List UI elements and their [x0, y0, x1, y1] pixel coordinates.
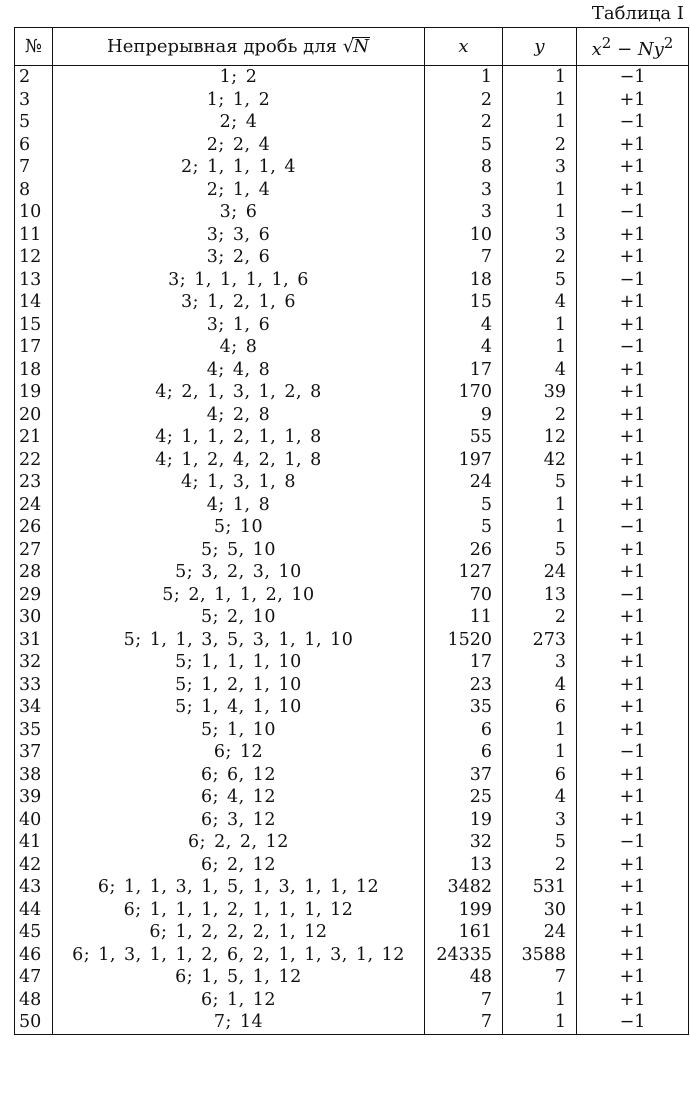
cell-x: 7	[425, 246, 503, 269]
cell-x: 3	[425, 179, 503, 202]
table-row	[15, 156, 689, 179]
cell-continued-fraction: 6; 1, 2, 2, 2, 1, 12	[53, 921, 425, 944]
cell-x: 170	[425, 381, 503, 404]
cell-x: 6	[425, 719, 503, 742]
cell-x: 8	[425, 156, 503, 179]
cell-pell-value: +1	[577, 404, 689, 427]
cell-pell-value: +1	[577, 696, 689, 719]
table-row	[15, 179, 689, 202]
cell-y: 5	[503, 269, 577, 292]
cell-pell-value: +1	[577, 966, 689, 989]
cell-continued-fraction: 5; 5, 10	[53, 539, 425, 562]
expr-y: y	[653, 39, 664, 60]
cell-y: 3	[503, 809, 577, 832]
table-row	[15, 449, 689, 472]
cell-number: 47	[15, 966, 53, 989]
cell-continued-fraction: 5; 1, 2, 1, 10	[53, 674, 425, 697]
cell-continued-fraction: 1; 1, 2	[53, 89, 425, 112]
cell-x: 197	[425, 449, 503, 472]
cell-continued-fraction: 4; 8	[53, 336, 425, 359]
cell-continued-fraction: 5; 2, 10	[53, 606, 425, 629]
cell-x: 24	[425, 471, 503, 494]
cell-x: 9	[425, 404, 503, 427]
cell-x: 5	[425, 134, 503, 157]
cell-pell-value: +1	[577, 224, 689, 247]
table-row	[15, 674, 689, 697]
cell-continued-fraction: 4; 4, 8	[53, 359, 425, 382]
cell-number: 45	[15, 921, 53, 944]
cell-x: 13	[425, 854, 503, 877]
cell-y: 1	[503, 179, 577, 202]
cell-pell-value: −1	[577, 516, 689, 539]
cell-number: 39	[15, 786, 53, 809]
table-row	[15, 561, 689, 584]
cell-x: 6	[425, 741, 503, 764]
cell-pell-value: +1	[577, 674, 689, 697]
cell-y: 7	[503, 966, 577, 989]
cell-y: 4	[503, 674, 577, 697]
cell-number: 12	[15, 246, 53, 269]
cell-number: 28	[15, 561, 53, 584]
cell-y: 1	[503, 1011, 577, 1034]
cell-y: 30	[503, 899, 577, 922]
cell-x: 11	[425, 606, 503, 629]
cell-pell-value: +1	[577, 314, 689, 337]
table-row	[15, 89, 689, 112]
cell-pell-value: −1	[577, 269, 689, 292]
table-row	[15, 111, 689, 134]
cell-pell-value: +1	[577, 291, 689, 314]
cell-x: 70	[425, 584, 503, 607]
cell-continued-fraction: 3; 1, 6	[53, 314, 425, 337]
table-row	[15, 651, 689, 674]
cell-x: 23	[425, 674, 503, 697]
table-row	[15, 584, 689, 607]
cell-continued-fraction: 4; 2, 8	[53, 404, 425, 427]
cell-pell-value: −1	[577, 584, 689, 607]
table-row	[15, 539, 689, 562]
cell-pell-value: +1	[577, 449, 689, 472]
cell-number: 8	[15, 179, 53, 202]
cell-x: 2	[425, 89, 503, 112]
cell-x: 19	[425, 809, 503, 832]
cell-pell-value: +1	[577, 921, 689, 944]
cell-y: 4	[503, 786, 577, 809]
table-row	[15, 66, 689, 89]
cell-continued-fraction: 2; 1, 4	[53, 179, 425, 202]
cell-pell-value: +1	[577, 134, 689, 157]
table-row	[15, 899, 689, 922]
cell-number: 40	[15, 809, 53, 832]
cell-y: 273	[503, 629, 577, 652]
cell-number: 41	[15, 831, 53, 854]
table-row	[15, 741, 689, 764]
radical-sign: √	[342, 36, 355, 57]
cell-x: 26	[425, 539, 503, 562]
cell-pell-value: +1	[577, 606, 689, 629]
cell-continued-fraction: 6; 2, 12	[53, 854, 425, 877]
cell-y: 1	[503, 201, 577, 224]
cell-continued-fraction: 5; 1, 1, 3, 5, 3, 1, 1, 10	[53, 629, 425, 652]
cell-continued-fraction: 2; 2, 4	[53, 134, 425, 157]
cell-number: 33	[15, 674, 53, 697]
cell-y: 3588	[503, 944, 577, 967]
cell-y: 6	[503, 764, 577, 787]
cell-y: 13	[503, 584, 577, 607]
cell-continued-fraction: 6; 6, 12	[53, 764, 425, 787]
table-row	[15, 134, 689, 157]
cell-x: 161	[425, 921, 503, 944]
cell-y: 3	[503, 224, 577, 247]
cell-continued-fraction: 3; 2, 6	[53, 246, 425, 269]
cell-number: 21	[15, 426, 53, 449]
header-continued-fraction	[53, 28, 425, 66]
cell-x: 4	[425, 314, 503, 337]
cell-number: 19	[15, 381, 53, 404]
cell-y: 1	[503, 89, 577, 112]
cell-pell-value: +1	[577, 809, 689, 832]
cell-number: 44	[15, 899, 53, 922]
cell-continued-fraction: 3; 3, 6	[53, 224, 425, 247]
cell-pell-value: −1	[577, 831, 689, 854]
table-row	[15, 201, 689, 224]
table-row	[15, 854, 689, 877]
cell-continued-fraction: 5; 1, 10	[53, 719, 425, 742]
cell-y: 531	[503, 876, 577, 899]
cell-pell-value: +1	[577, 854, 689, 877]
table-row	[15, 224, 689, 247]
cell-x: 5	[425, 494, 503, 517]
expr-x-exponent: 2	[601, 34, 612, 52]
cell-continued-fraction: 3; 1, 2, 1, 6	[53, 291, 425, 314]
cell-pell-value: −1	[577, 201, 689, 224]
cell-y: 42	[503, 449, 577, 472]
cell-x: 7	[425, 989, 503, 1012]
cell-number: 46	[15, 944, 53, 967]
cell-continued-fraction: 6; 1, 1, 3, 1, 5, 1, 3, 1, 1, 12	[53, 876, 425, 899]
cell-y: 6	[503, 696, 577, 719]
cell-pell-value: +1	[577, 179, 689, 202]
cell-y: 5	[503, 539, 577, 562]
cell-x: 1520	[425, 629, 503, 652]
cell-continued-fraction: 5; 2, 1, 1, 2, 10	[53, 584, 425, 607]
cell-continued-fraction: 5; 1, 4, 1, 10	[53, 696, 425, 719]
table-row	[15, 381, 689, 404]
cell-pell-value: +1	[577, 426, 689, 449]
cell-y: 24	[503, 921, 577, 944]
table-body	[15, 66, 689, 1035]
cell-y: 3	[503, 156, 577, 179]
table-row	[15, 944, 689, 967]
cell-number: 24	[15, 494, 53, 517]
table-row	[15, 876, 689, 899]
cell-number: 27	[15, 539, 53, 562]
cell-continued-fraction: 4; 1, 2, 4, 2, 1, 8	[53, 449, 425, 472]
header-row	[15, 28, 689, 66]
cell-continued-fraction: 6; 3, 12	[53, 809, 425, 832]
cell-number: 26	[15, 516, 53, 539]
table-caption: Таблица I	[591, 3, 684, 24]
table-row	[15, 696, 689, 719]
cell-y: 24	[503, 561, 577, 584]
cell-x: 18	[425, 269, 503, 292]
cell-y: 1	[503, 741, 577, 764]
cell-continued-fraction: 3; 6	[53, 201, 425, 224]
cell-x: 127	[425, 561, 503, 584]
cell-number: 32	[15, 651, 53, 674]
cell-pell-value: +1	[577, 156, 689, 179]
cell-number: 3	[15, 89, 53, 112]
cell-pell-value: +1	[577, 539, 689, 562]
cell-x: 199	[425, 899, 503, 922]
cell-number: 34	[15, 696, 53, 719]
table-row	[15, 404, 689, 427]
cell-number: 38	[15, 764, 53, 787]
cell-continued-fraction: 6; 1, 5, 1, 12	[53, 966, 425, 989]
table-row	[15, 516, 689, 539]
cell-pell-value: +1	[577, 944, 689, 967]
cell-y: 5	[503, 471, 577, 494]
cell-number: 23	[15, 471, 53, 494]
cell-pell-value: +1	[577, 89, 689, 112]
cell-y: 2	[503, 134, 577, 157]
cell-pell-value: −1	[577, 111, 689, 134]
header-number: №	[15, 28, 53, 66]
table-row	[15, 426, 689, 449]
cell-number: 10	[15, 201, 53, 224]
expr-n: N	[637, 39, 654, 60]
cell-number: 37	[15, 741, 53, 764]
header-cf-text: Непрерывная дробь для	[107, 36, 343, 57]
cell-number: 15	[15, 314, 53, 337]
cell-continued-fraction: 6; 1, 12	[53, 989, 425, 1012]
table-row	[15, 291, 689, 314]
cell-pell-value: +1	[577, 359, 689, 382]
cell-continued-fraction: 4; 1, 3, 1, 8	[53, 471, 425, 494]
cell-pell-value: +1	[577, 989, 689, 1012]
cell-y: 1	[503, 111, 577, 134]
cell-pell-value: −1	[577, 741, 689, 764]
table-row	[15, 246, 689, 269]
cell-number: 11	[15, 224, 53, 247]
cell-y: 1	[503, 494, 577, 517]
cell-x: 15	[425, 291, 503, 314]
cell-pell-value: −1	[577, 1011, 689, 1034]
expr-minus: −	[611, 39, 638, 60]
cell-continued-fraction: 4; 1, 1, 2, 1, 1, 8	[53, 426, 425, 449]
cell-x: 48	[425, 966, 503, 989]
cell-x: 4	[425, 336, 503, 359]
cell-number: 7	[15, 156, 53, 179]
cell-number: 30	[15, 606, 53, 629]
cell-x: 3	[425, 201, 503, 224]
cell-y: 39	[503, 381, 577, 404]
cell-pell-value: +1	[577, 651, 689, 674]
cell-x: 55	[425, 426, 503, 449]
cell-y: 1	[503, 516, 577, 539]
table-row	[15, 921, 689, 944]
sqrt-n-symbol	[343, 31, 370, 62]
cell-pell-value: +1	[577, 561, 689, 584]
cell-pell-value: +1	[577, 471, 689, 494]
expr-x: x	[591, 39, 602, 60]
cell-y: 2	[503, 246, 577, 269]
table-row	[15, 336, 689, 359]
cell-x: 32	[425, 831, 503, 854]
cell-continued-fraction: 4; 2, 1, 3, 1, 2, 8	[53, 381, 425, 404]
cell-y: 1	[503, 336, 577, 359]
cell-pell-value: +1	[577, 629, 689, 652]
cell-x: 35	[425, 696, 503, 719]
cell-number: 42	[15, 854, 53, 877]
cell-number: 48	[15, 989, 53, 1012]
cell-continued-fraction: 3; 1, 1, 1, 1, 6	[53, 269, 425, 292]
cell-continued-fraction: 6; 2, 2, 12	[53, 831, 425, 854]
table-row	[15, 1011, 689, 1034]
cell-pell-value: +1	[577, 899, 689, 922]
cell-y: 1	[503, 66, 577, 89]
cell-number: 6	[15, 134, 53, 157]
table-header	[15, 28, 689, 66]
cell-y: 1	[503, 314, 577, 337]
cell-x: 25	[425, 786, 503, 809]
cell-x: 2	[425, 111, 503, 134]
cell-x: 7	[425, 1011, 503, 1034]
cell-y: 5	[503, 831, 577, 854]
table-row	[15, 314, 689, 337]
cell-continued-fraction: 4; 1, 8	[53, 494, 425, 517]
cell-pell-value: −1	[577, 336, 689, 359]
cell-pell-value: +1	[577, 381, 689, 404]
table-row	[15, 359, 689, 382]
cell-y: 1	[503, 989, 577, 1012]
cell-pell-value: +1	[577, 786, 689, 809]
pell-equation-table	[14, 27, 689, 1035]
table-row	[15, 966, 689, 989]
cell-number: 13	[15, 269, 53, 292]
expr-y-exponent: 2	[663, 34, 674, 52]
table-row	[15, 764, 689, 787]
cell-pell-value: +1	[577, 719, 689, 742]
cell-continued-fraction: 6; 4, 12	[53, 786, 425, 809]
cell-number: 22	[15, 449, 53, 472]
table-row	[15, 471, 689, 494]
table-row	[15, 809, 689, 832]
cell-y: 1	[503, 719, 577, 742]
cell-continued-fraction: 6; 12	[53, 741, 425, 764]
cell-number: 17	[15, 336, 53, 359]
header-x: x	[425, 28, 503, 66]
cell-x: 24335	[425, 944, 503, 967]
cell-x: 5	[425, 516, 503, 539]
cell-y: 3	[503, 651, 577, 674]
cell-number: 18	[15, 359, 53, 382]
cell-y: 12	[503, 426, 577, 449]
cell-continued-fraction: 6; 1, 3, 1, 1, 2, 6, 2, 1, 1, 3, 1, 12	[53, 944, 425, 967]
cell-pell-value: −1	[577, 66, 689, 89]
cell-number: 14	[15, 291, 53, 314]
cell-continued-fraction: 2; 1, 1, 1, 4	[53, 156, 425, 179]
cell-number: 50	[15, 1011, 53, 1034]
cell-x: 10	[425, 224, 503, 247]
cell-continued-fraction: 2; 4	[53, 111, 425, 134]
table-row	[15, 494, 689, 517]
cell-number: 20	[15, 404, 53, 427]
cell-number: 35	[15, 719, 53, 742]
cell-continued-fraction: 5; 10	[53, 516, 425, 539]
table-row	[15, 989, 689, 1012]
table-row	[15, 269, 689, 292]
header-expression	[577, 28, 689, 66]
cell-x: 17	[425, 359, 503, 382]
cell-y: 2	[503, 404, 577, 427]
table-row	[15, 606, 689, 629]
cell-y: 2	[503, 606, 577, 629]
radicand-n: N	[353, 36, 369, 57]
cell-continued-fraction: 1; 2	[53, 66, 425, 89]
cell-pell-value: +1	[577, 876, 689, 899]
table-row	[15, 786, 689, 809]
cell-x: 37	[425, 764, 503, 787]
header-y: y	[503, 28, 577, 66]
cell-number: 43	[15, 876, 53, 899]
cell-continued-fraction: 6; 1, 1, 1, 2, 1, 1, 1, 12	[53, 899, 425, 922]
cell-x: 17	[425, 651, 503, 674]
table-row	[15, 719, 689, 742]
cell-number: 5	[15, 111, 53, 134]
cell-continued-fraction: 5; 1, 1, 1, 10	[53, 651, 425, 674]
cell-pell-value: +1	[577, 764, 689, 787]
cell-continued-fraction: 7; 14	[53, 1011, 425, 1034]
cell-number: 31	[15, 629, 53, 652]
cell-x: 1	[425, 66, 503, 89]
cell-y: 4	[503, 359, 577, 382]
cell-number: 29	[15, 584, 53, 607]
cell-pell-value: +1	[577, 494, 689, 517]
cell-pell-value: +1	[577, 246, 689, 269]
cell-number: 2	[15, 66, 53, 89]
table-row	[15, 831, 689, 854]
cell-y: 2	[503, 854, 577, 877]
cell-y: 4	[503, 291, 577, 314]
cell-continued-fraction: 5; 3, 2, 3, 10	[53, 561, 425, 584]
cell-x: 3482	[425, 876, 503, 899]
table-row	[15, 629, 689, 652]
